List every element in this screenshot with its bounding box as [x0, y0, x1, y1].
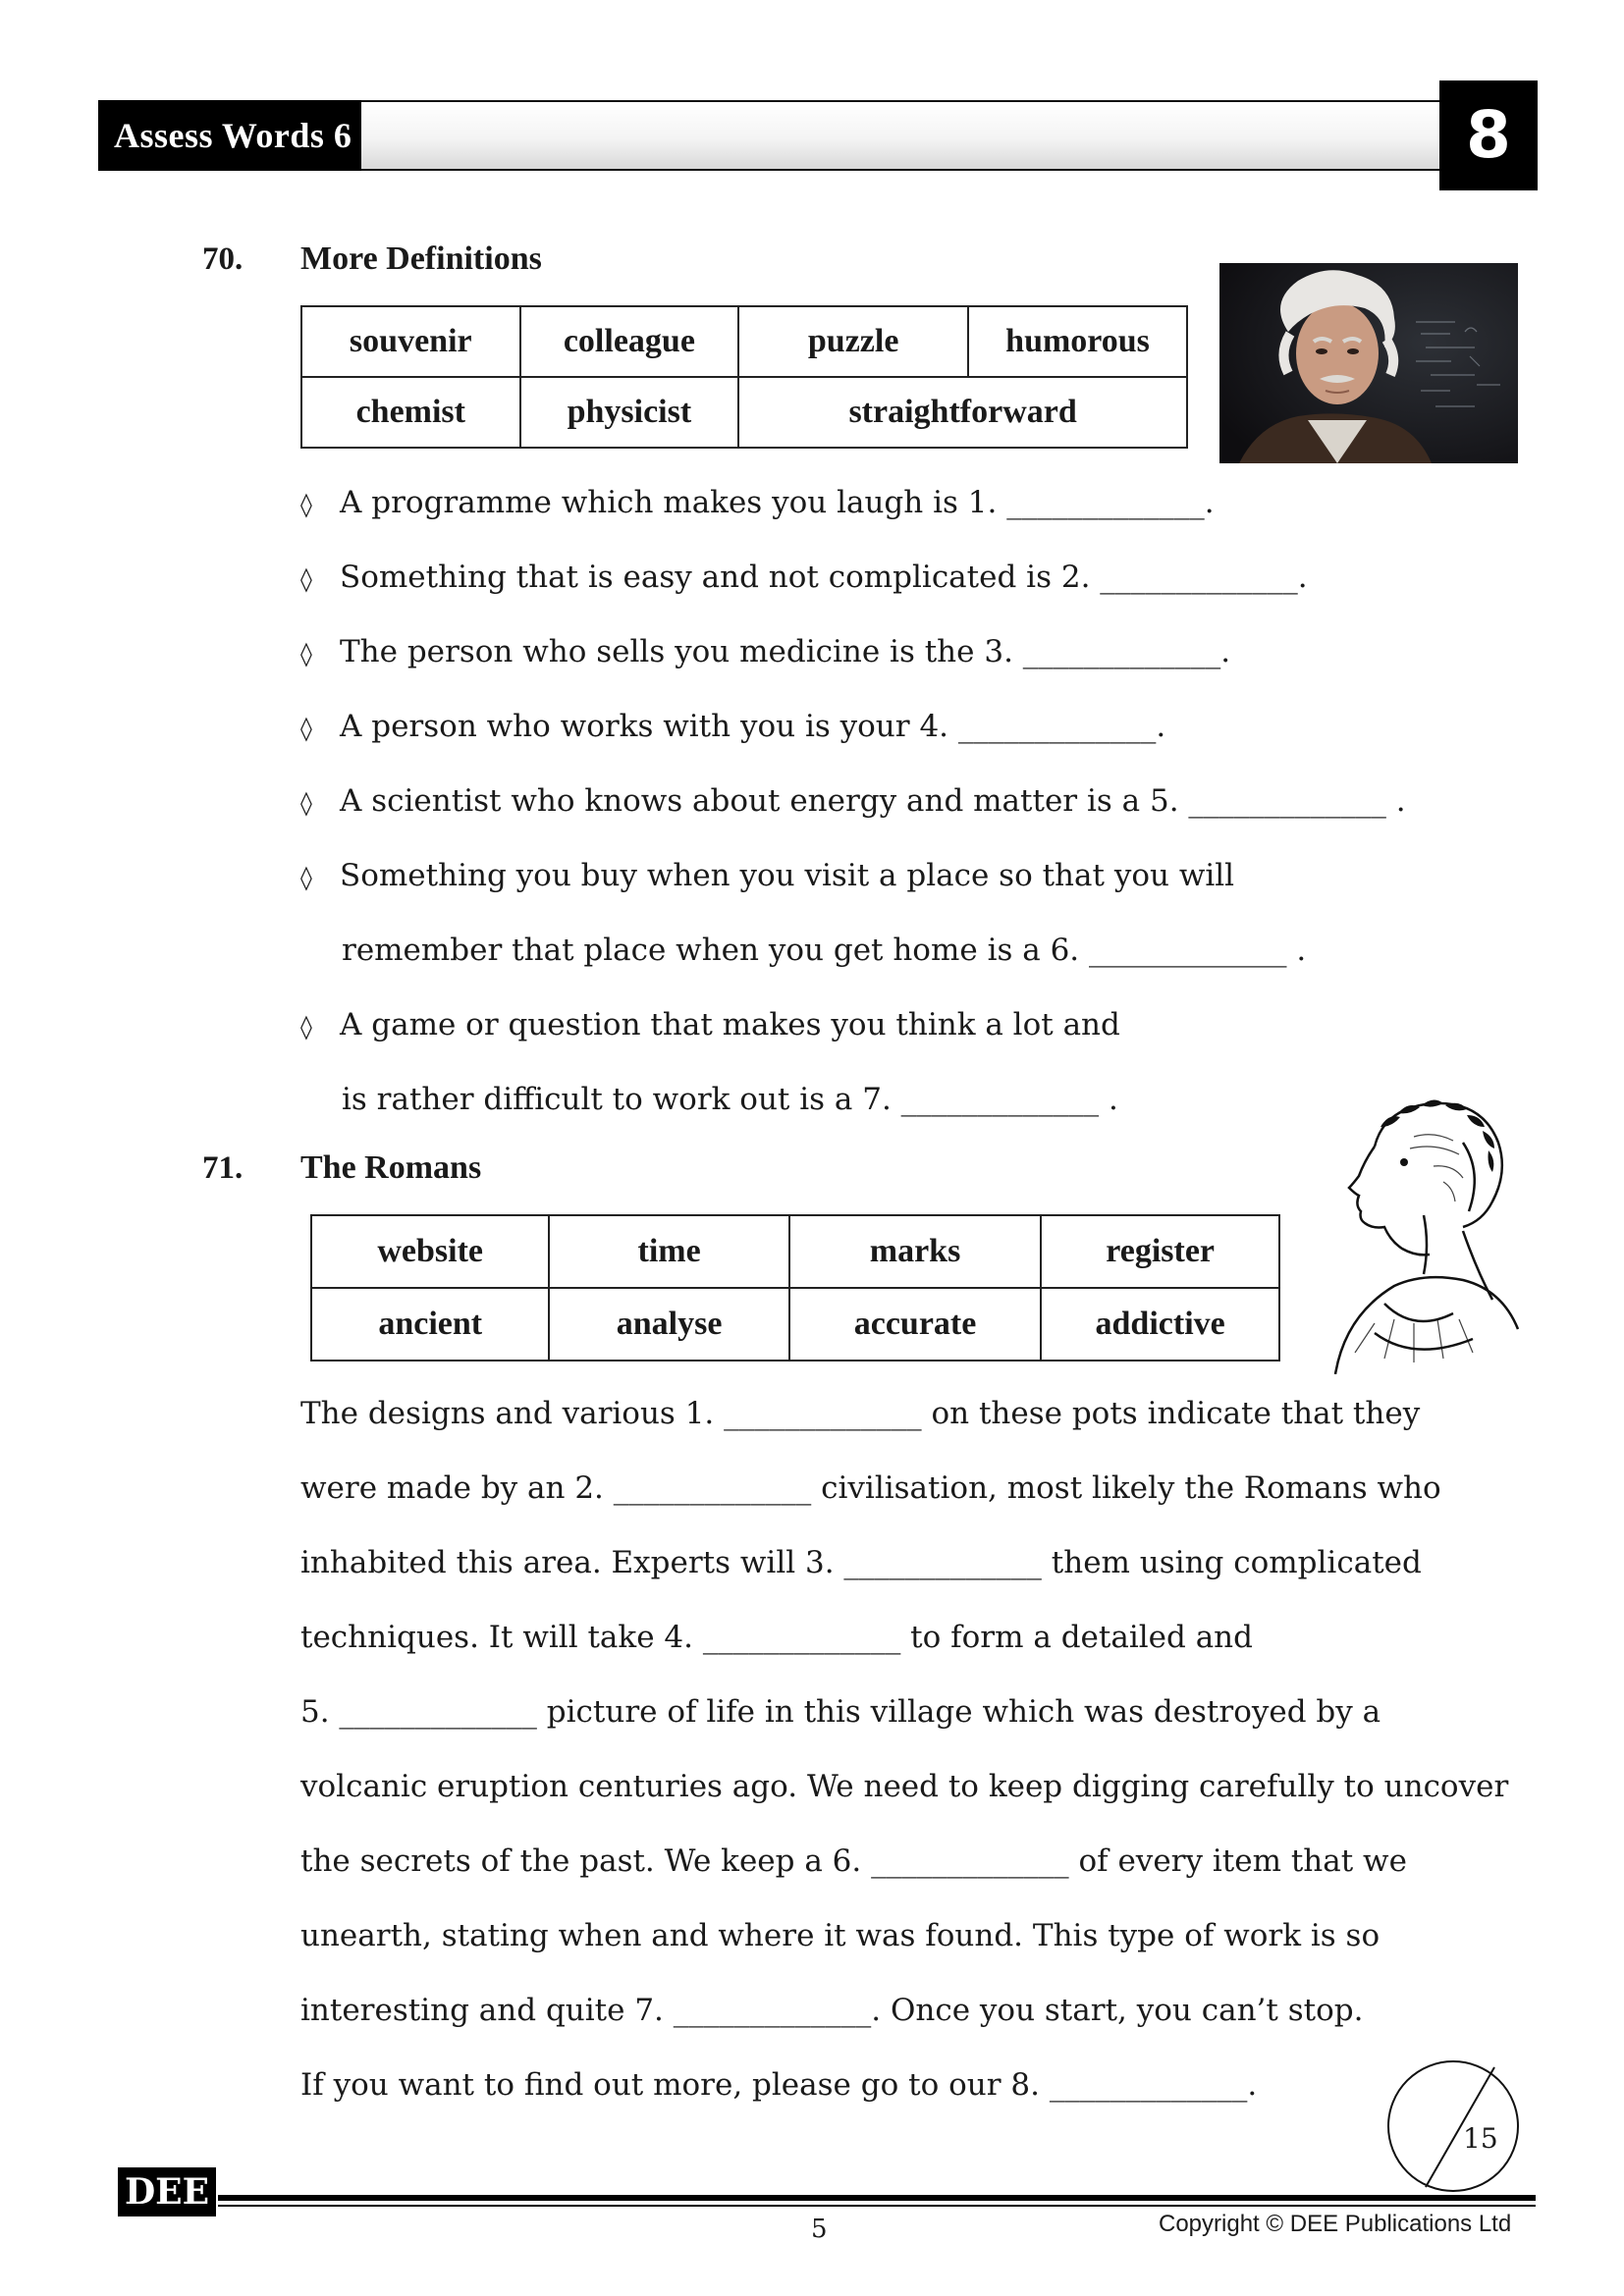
word-bank-cell: souvenir: [301, 306, 520, 377]
word-bank-70: [300, 305, 1188, 449]
score-circle: [1386, 2059, 1520, 2193]
definition-item-6-cont: remember that place when you get home is a 6. _____________ .: [342, 933, 1307, 968]
paragraph-line-5: 5. _____________ picture of life in this village which was destroyed by a: [300, 1694, 1381, 1730]
word-bank-cell: accurate: [789, 1288, 1041, 1361]
paragraph-line-3: inhabited this area. Experts will 3. _____________ them using complicated: [300, 1545, 1422, 1580]
diamond-bullet-icon: ◊: [300, 491, 312, 518]
word-bank-cell: addictive: [1041, 1288, 1279, 1361]
page-number: 5: [811, 2215, 828, 2244]
paragraph-line-8: unearth, stating when and where it was found. This type of work is so: [300, 1918, 1380, 1953]
diamond-bullet-icon: ◊: [300, 864, 312, 891]
diamond-bullet-icon: ◊: [300, 565, 312, 593]
word-bank-cell: ancient: [311, 1288, 549, 1361]
definition-item-4: ◊ A person who works with you is your 4. _____________.: [300, 709, 1166, 744]
definition-item-3: ◊ The person who sells you medicine is the 3. _____________.: [300, 634, 1231, 669]
word-bank-71: [310, 1214, 1280, 1362]
diamond-bullet-icon: ◊: [300, 1013, 312, 1041]
word-bank-cell: physicist: [520, 377, 739, 448]
word-bank-cell: puzzle: [738, 306, 968, 377]
diamond-bullet-icon: ◊: [300, 789, 312, 817]
paragraph-line-9: interesting and quite 7. _____________. Once you start, you can’t stop.: [300, 1993, 1364, 2028]
diamond-bullet-icon: ◊: [300, 715, 312, 742]
word-bank-cell: time: [549, 1215, 788, 1288]
word-bank-cell: analyse: [549, 1288, 788, 1361]
definition-item-6: ◊ Something you buy when you visit a place so that you will: [300, 858, 1235, 893]
word-bank-cell: register: [1041, 1215, 1279, 1288]
header-title: Assess Words 6: [98, 100, 361, 171]
paragraph-line-7: the secrets of the past. We keep a 6. _____________ of every item that we: [300, 1843, 1407, 1879]
definition-item-1: ◊ A programme which makes you laugh is 1. _____________.: [300, 485, 1215, 520]
word-bank-cell: website: [311, 1215, 549, 1288]
word-bank-cell: straightforward: [738, 377, 1187, 448]
score-total: 15: [1463, 2122, 1498, 2155]
section-70-number: 70.: [202, 241, 244, 277]
definition-item-2: ◊ Something that is easy and not complicated is 2. _____________.: [300, 560, 1308, 595]
word-bank-cell: colleague: [520, 306, 739, 377]
section-71-number: 71.: [202, 1150, 244, 1186]
section-70-title: More Definitions: [300, 240, 542, 277]
dee-logo: DEE: [118, 2167, 216, 2216]
word-bank-cell: chemist: [301, 377, 520, 448]
footer-rule: [218, 2195, 1536, 2201]
paragraph-line-10: If you want to find out more, please go to our 8. _____________.: [300, 2067, 1258, 2103]
word-bank-cell: marks: [789, 1215, 1041, 1288]
footer-rule-thin: [218, 2205, 1536, 2207]
copyright-text: Copyright © DEE Publications Ltd: [1159, 2211, 1512, 2237]
scientist-portrait-image: [1219, 263, 1518, 463]
definition-item-7-cont: is rather difficult to work out is a 7. _____________ .: [342, 1082, 1118, 1117]
definition-item-5: ◊ A scientist who knows about energy and matter is a 5. _____________ .: [300, 783, 1406, 819]
section-71-title: The Romans: [300, 1149, 482, 1186]
paragraph-line-2: were made by an 2. _____________ civilisation, most likely the Romans who: [300, 1470, 1441, 1506]
paragraph-line-4: techniques. It will take 4. _____________ to form a detailed and: [300, 1620, 1253, 1655]
word-bank-cell: humorous: [968, 306, 1187, 377]
paragraph-line-6: volcanic eruption centuries ago. We need to keep digging carefully to uncover: [300, 1769, 1509, 1804]
paragraph-line-1: The designs and various 1. _____________ on these pots indicate that they: [300, 1396, 1421, 1431]
definition-item-7: ◊ A game or question that makes you think a lot and: [300, 1007, 1120, 1042]
diamond-bullet-icon: ◊: [300, 640, 312, 667]
unit-number: 8: [1439, 80, 1538, 190]
roman-bust-image: [1316, 1088, 1522, 1374]
